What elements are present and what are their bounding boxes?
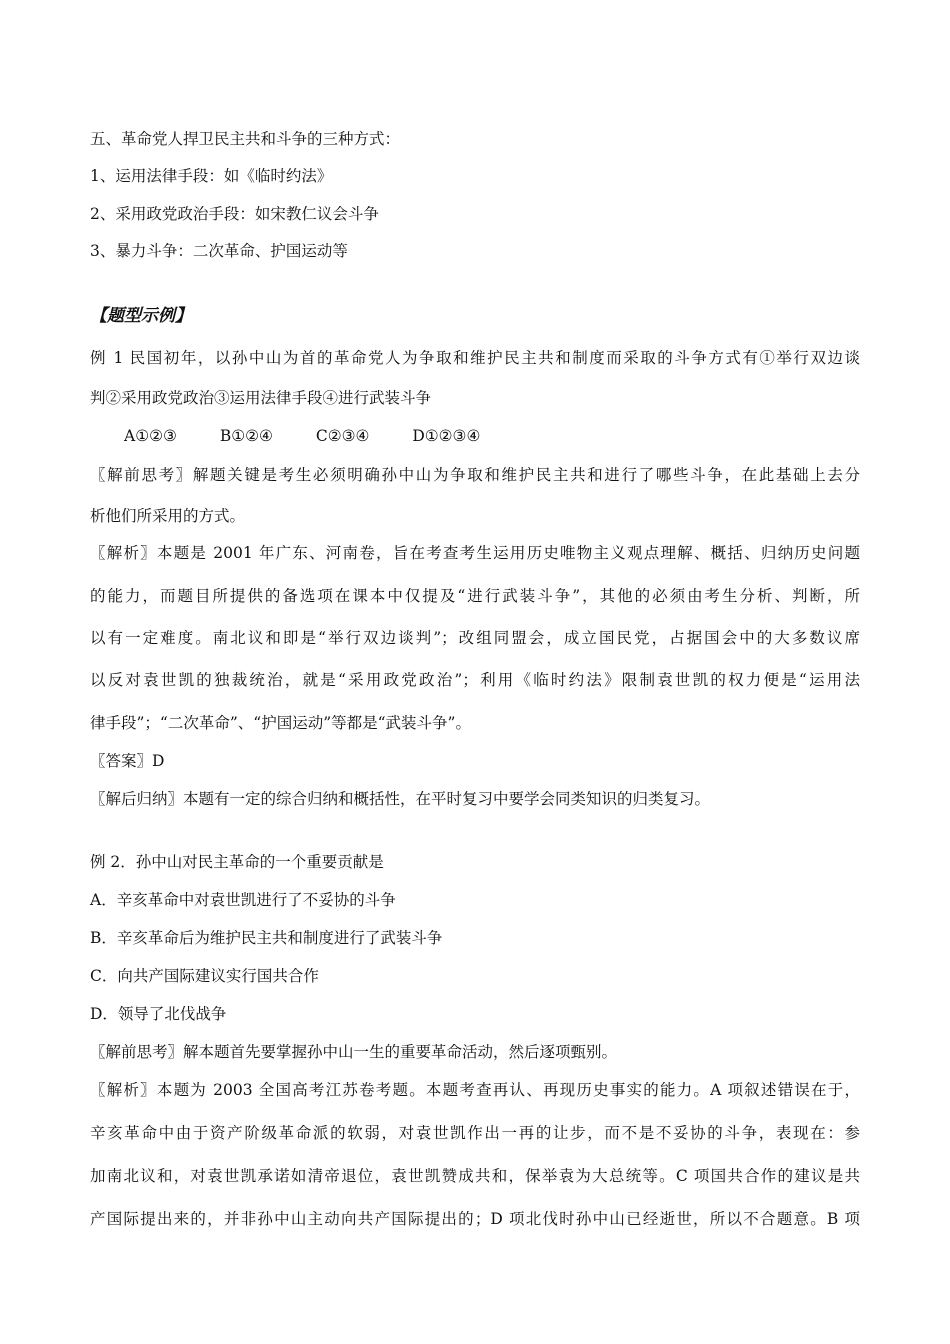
example2-think: 〖解前思考〗解本题首先要掌握孙中山一生的重要革命活动，然后逐项甄别。 xyxy=(90,1043,618,1061)
example1-question-line2: 判②采用政党政治③运用法律手段④进行武装斗争 xyxy=(90,389,432,407)
example1-options xyxy=(124,426,518,446)
example1-question-line1: 例 1 民国初年，以孙中山为首的革命党人为争取和维护民主共和制度而采取的斗争方式有①举行双边谈 xyxy=(90,349,860,367)
example1-analysis-line5: 律手段”；“二次革命”、“护国运动”等都是“武装斗争”。 xyxy=(90,714,471,732)
example2-option-a: A．辛亥革命中对袁世凯进行了不妥协的斗争 xyxy=(90,891,396,909)
example2-option-b: B．辛亥革命后为维护民主共和制度进行了武装斗争 xyxy=(90,929,443,947)
example2-analysis-line3: 加南北议和，对袁世凯承诺如清帝退位，袁世凯赞成共和，保举袁为大总统等。C 项国共合作的建议是共 xyxy=(90,1167,860,1185)
example1-analysis-line3: 以有一定难度。南北议和即是“举行双边谈判”；改组同盟会，成立国民党，占据国会中的大多数议席 xyxy=(90,629,860,647)
example2-option-c: C．向共产国际建议实行国共合作 xyxy=(90,967,319,985)
section5-item-1: 1、运用法律手段：如《临时约法》 xyxy=(90,167,333,185)
example1-summary: 〖解后归纳〗本题有一定的综合归纳和概括性，在平时复习中要学会同类知识的归类复习。 xyxy=(90,790,711,808)
example1-analysis-line2: 的能力，而题目所提供的备选项在课本中仅提及“进行武装斗争”，其他的必须由考生分析、判断，所 xyxy=(90,587,860,605)
example2-analysis-line4: 产国际提出来的，并非孙中山主动向共产国际提出的；D 项北伐时孙中山已经逝世，所以不合题意。B 项 xyxy=(90,1210,860,1228)
section5-item-2: 2、采用政党政治手段：如宋教仁议会斗争 xyxy=(90,205,379,223)
example1-answer: 〖答案〗D xyxy=(90,752,165,770)
example2-option-d: D．领导了北伐战争 xyxy=(90,1005,227,1023)
example1-analysis-line1: 〖解析〗本题是 2001 年广东、河南卷，旨在考查考生运用历史唯物主义观点理解、概括、归纳历史问题 xyxy=(90,544,860,562)
example1-option-d: D①②③④ xyxy=(412,427,481,445)
example2-question: 例 2．孙中山对民主革命的一个重要贡献是 xyxy=(90,853,384,871)
example1-think-line1: 〖解前思考〗解题关键是考生必须明确孙中山为争取和维护民主共和进行了哪些斗争，在此基础上去分 xyxy=(90,466,860,484)
section5-title: 五、革命党人捍卫民主共和斗争的三种方式： xyxy=(90,130,401,148)
example2-analysis-line1: 〖解析〗本题为 2003 全国高考江苏卷考题。本题考查再认、再现历史事实的能力。A 项叙述错误在于， xyxy=(90,1081,860,1099)
example1-option-c: C②③④ xyxy=(315,427,370,445)
example1-option-b: B①②④ xyxy=(219,427,273,445)
example2-analysis-line2: 辛亥革命中由于资产阶级革命派的软弱，对袁世凯作出一再的让步，而不是不妥协的斗争，表现在：参 xyxy=(90,1124,860,1142)
example1-think-line2: 析他们所采用的方式。 xyxy=(90,507,246,525)
question-type-heading: 【题型示例】 xyxy=(90,306,192,326)
example1-analysis-line4: 以反对袁世凯的独裁统治，就是“采用政党政治”；利用《临时约法》限制袁世凯的权力便是“运用法 xyxy=(90,671,860,689)
section5-item-3: 3、暴力斗争：二次革命、护国运动等 xyxy=(90,242,348,260)
example1-option-a: A①②③ xyxy=(124,427,177,445)
